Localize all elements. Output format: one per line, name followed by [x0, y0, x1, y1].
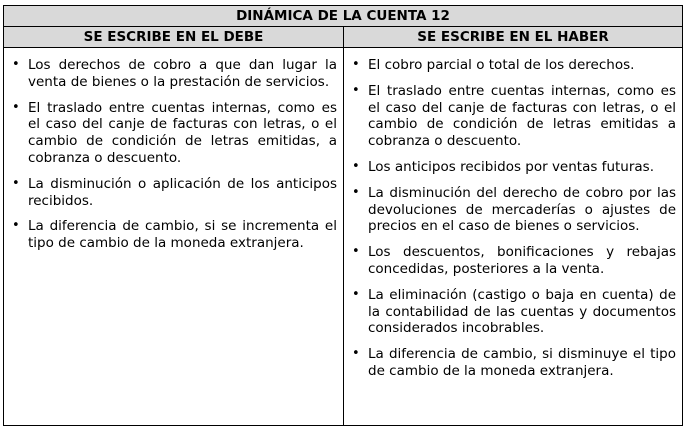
column-header-row — [4, 27, 683, 48]
debe-item-text: El traslado entre cuentas internas, como es el caso del canje de facturas con letras, o el cambio de condición de letras emitidas, a cobranza o descuento. — [28, 99, 337, 166]
haber-list-item — [352, 159, 676, 176]
debe-item-text: La disminución o aplicación de los anticipos recibidos. — [28, 175, 337, 209]
bullet-icon: • — [352, 286, 360, 302]
haber-item-text: La disminución del derecho de cobro por las devoluciones de mercaderías o ajustes de precios en el caso de bienes o servicios. — [368, 184, 677, 235]
bullet-icon: • — [352, 184, 360, 200]
bullet-icon: • — [12, 99, 20, 115]
debe-list-item — [12, 218, 337, 252]
account-12-dynamics-table-wrapper — [3, 5, 682, 426]
haber-list-item — [352, 83, 676, 150]
haber-item-text: La diferencia de cambio, si disminuye el tipo de cambio de la moneda extranjera. — [368, 346, 677, 379]
haber-column-cell — [344, 48, 683, 426]
debe-item-list — [12, 57, 337, 252]
content-row — [4, 48, 683, 426]
bullet-icon: • — [12, 218, 20, 234]
debe-column-header: SE ESCRIBE EN EL DEBE — [4, 27, 344, 48]
account-12-dynamics-table — [3, 5, 683, 426]
haber-list-item — [352, 185, 676, 235]
haber-column-header: SE ESCRIBE EN EL HABER — [344, 27, 683, 48]
debe-column-cell — [4, 48, 344, 426]
table-title-row — [4, 6, 683, 27]
haber-item-text: El cobro parcial o total de los derechos. — [368, 57, 635, 73]
bullet-icon: • — [352, 158, 360, 174]
bullet-icon: • — [352, 57, 360, 72]
haber-list-item — [352, 57, 676, 74]
debe-item-text: La diferencia de cambio, si se incrementa el tipo de cambio de la moneda extranjera. — [28, 218, 337, 252]
table-title: DINÁMICA DE LA CUENTA 12 — [4, 6, 683, 27]
haber-list-item — [352, 287, 676, 337]
debe-item-text: Los derechos de cobro a que dan lugar la venta de bienes o la prestación de servicios. — [28, 57, 337, 90]
bullet-icon: • — [12, 175, 20, 191]
debe-list-item — [12, 100, 337, 167]
haber-item-text: Los anticipos recibidos por ventas futuras. — [368, 158, 654, 175]
haber-item-text: La eliminación (castigo o baja en cuenta) de la contabilidad de las cuentas y documentos considerados incobrables. — [368, 286, 677, 337]
debe-list-item — [12, 176, 337, 210]
haber-item-list — [352, 57, 676, 380]
haber-list-item — [352, 346, 676, 380]
haber-list-item — [352, 244, 676, 278]
bullet-icon: • — [12, 57, 20, 72]
haber-item-text: Los descuentos, bonificaciones y rebajas concedidas, posteriores a la venta. — [368, 244, 677, 277]
bullet-icon: • — [352, 346, 360, 362]
haber-item-text: El traslado entre cuentas internas, como es el caso del canje de facturas con letras, o el cambio de condición de letras emitidas a cobranza o descuento. — [368, 82, 677, 150]
bullet-icon: • — [352, 82, 360, 98]
bullet-icon: • — [352, 244, 360, 260]
debe-list-item — [12, 57, 337, 91]
